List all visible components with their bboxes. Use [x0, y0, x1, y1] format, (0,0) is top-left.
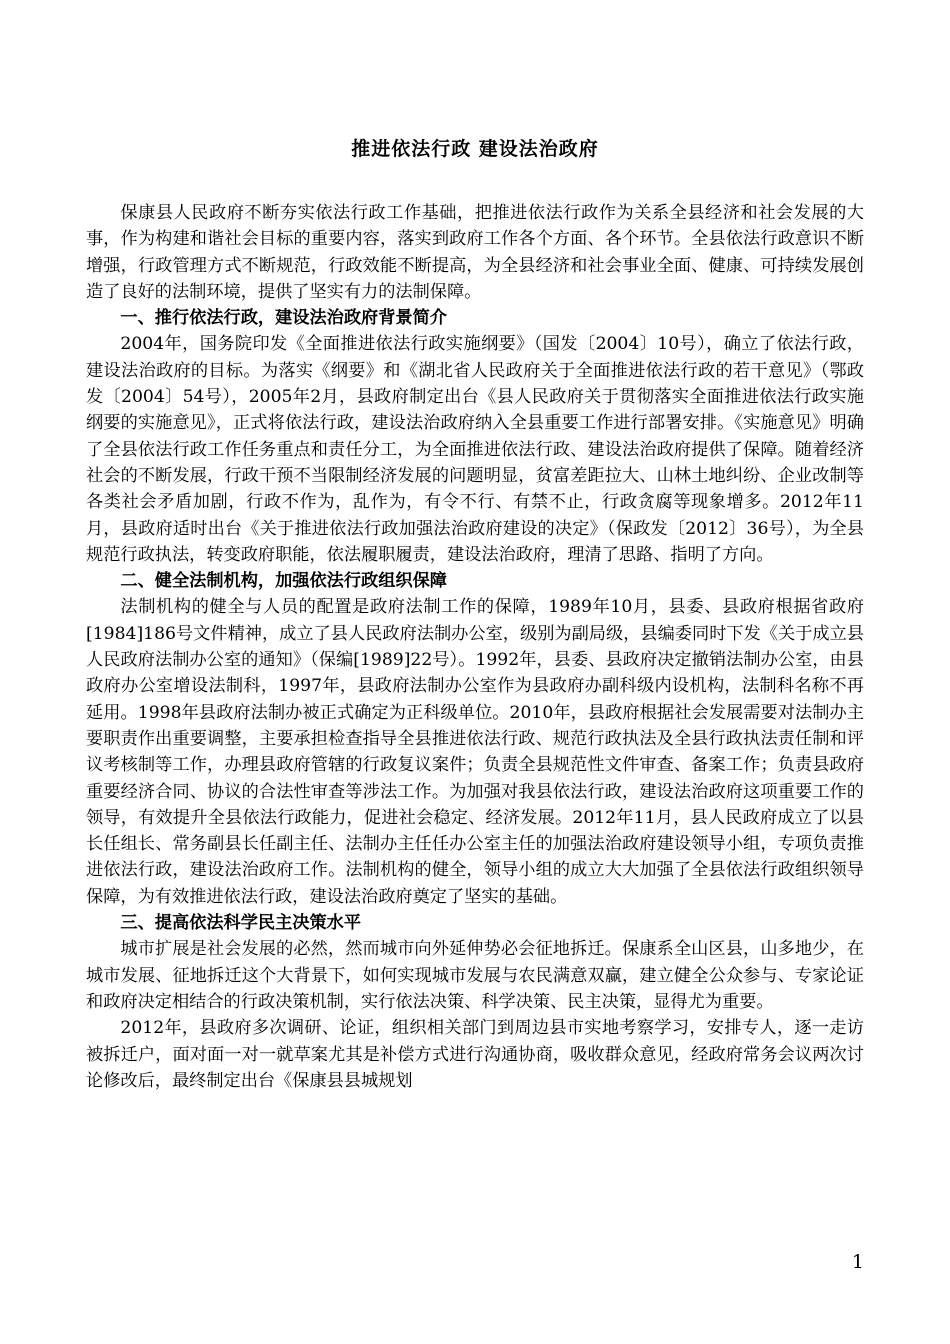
section-heading-2: 二、健全法制机构，加强依法行政组织保障	[120, 571, 447, 592]
section-heading-3: 三、提高依法科学民主决策水平	[120, 913, 362, 934]
intro-paragraph: 保康县人民政府不断夯实依法行政工作基础，把推进依法行政作为关系全县经济和社会发展的大事，作为构建和谐社会目标的重要内容，落实到政府工作各个方面、各个环节。全县依法行政意识不断增强，行政管理方式不断规范，行政效能不断提高，为全县经济和社会事业全面、健康、可持续发展创造了良好的法制环境，提供了坚实有力的法制保障。	[86, 203, 864, 302]
section-3-paragraph-1: 城市扩展是社会发展的必然，然而城市向外延伸势必会征地拆迁。保康系全山区县，山多地少，在城市发展、征地拆迁这个大背景下，如何实现城市发展与农民满意双赢，建立健全公众参与、专家论证和政府决定相结合的行政决策机制，实行依法决策、科学决策、民主决策，显得尤为重要。	[86, 939, 864, 1012]
document-title: 推进依法行政 建设法治政府	[351, 138, 599, 160]
section-heading-1: 一、推行依法行政，建设法治政府背景简介	[120, 308, 447, 329]
section-3-paragraph-2: 2012年，县政府多次调研、论证，组织相关部门到周边县市实地考察学习，安排专人，逐一走访被拆迁户，面对面一对一就草案尤其是补偿方式进行沟通协商，吸收群众意见，经政府常务会议两次讨论修改后，最终制定出台《保康县县城规划	[86, 1018, 864, 1091]
page-number: 1	[851, 1251, 864, 1273]
section-1-paragraph: 2004年，国务院印发《全面推进依法行政实施纲要》（国发〔2004〕10号），确立了依法行政，建设法治政府的目标。为落实《纲要》和《湖北省人民政府关于全面推进依法行政的若干意见》（鄂政发〔2004〕54号），2005年2月，县政府制定出台《县人民政府关于贯彻落实全面推进依法行政实施纲要的实施意见》，正式将依法行政，建设法治政府纳入全县重要工作进行部署安排。《实施意见》明确了全县依法行政工作任务重点和责任分工，为全面推进依法行政、建设法治政府提供了保障。随着经济社会的不断发展，行政干预不当限制经济发展的问题明显，贫富差距拉大、山林土地纠纷、企业改制等各类社会矛盾加剧，行政不作为，乱作为，有令不行、有禁不止，行政贪腐等现象增多。2012年11月，县政府适时出台《关于推进依法行政加强法治政府建设的决定》（保政发〔2012〕36号），为全县规范行政执法，转变政府职能，依法履职履责，建设法治政府，理清了思路、指明了方向。	[86, 334, 864, 565]
document-body	[86, 200, 864, 1094]
section-2-paragraph: 法制机构的健全与人员的配置是政府法制工作的保障，1989年10月，县委、县政府根据省政府[1984]186号文件精神，成立了县人民政府法制办公室，级别为副局级，县编委同时下发《关于成立县人民政府法制办公室的通知》（保编[1989]22号）。1992年，县委、县政府决定撤销法制办公室，由县政府办公室增设法制科，1997年，县政府法制办公室作为县政府办副科级内设机构，法制科名称不再延用。1998年县政府法制办被正式确定为正科级单位。2010年，县政府根据社会发展需要对法制办主要职责作出重要调整，主要承担检查指导全县推进依法行政、规范行政执法及全县行政执法责任制和评议考核制等工作，办理县政府管辖的行政复议案件；负责全县规范性文件审查、备案工作；负责县政府重要经济合同、协议的合法性审查等涉法工作。为加强对我县依法行政，建设法治政府这项重要工作的领导，有效提升全县依法行政能力，促进社会稳定、经济发展。2012年11月，县人民政府成立了以县长任组长、常务副县长任副主任、法制办主任任办公室主任的加强法治政府建设领导小组，专项负责推进依法行政，建设法治政府工作。法制机构的健全，领导小组的成立大大加强了全县依法行政组织领导保障，为有效推进依法行政，建设法治政府奠定了坚实的基础。	[86, 597, 864, 907]
